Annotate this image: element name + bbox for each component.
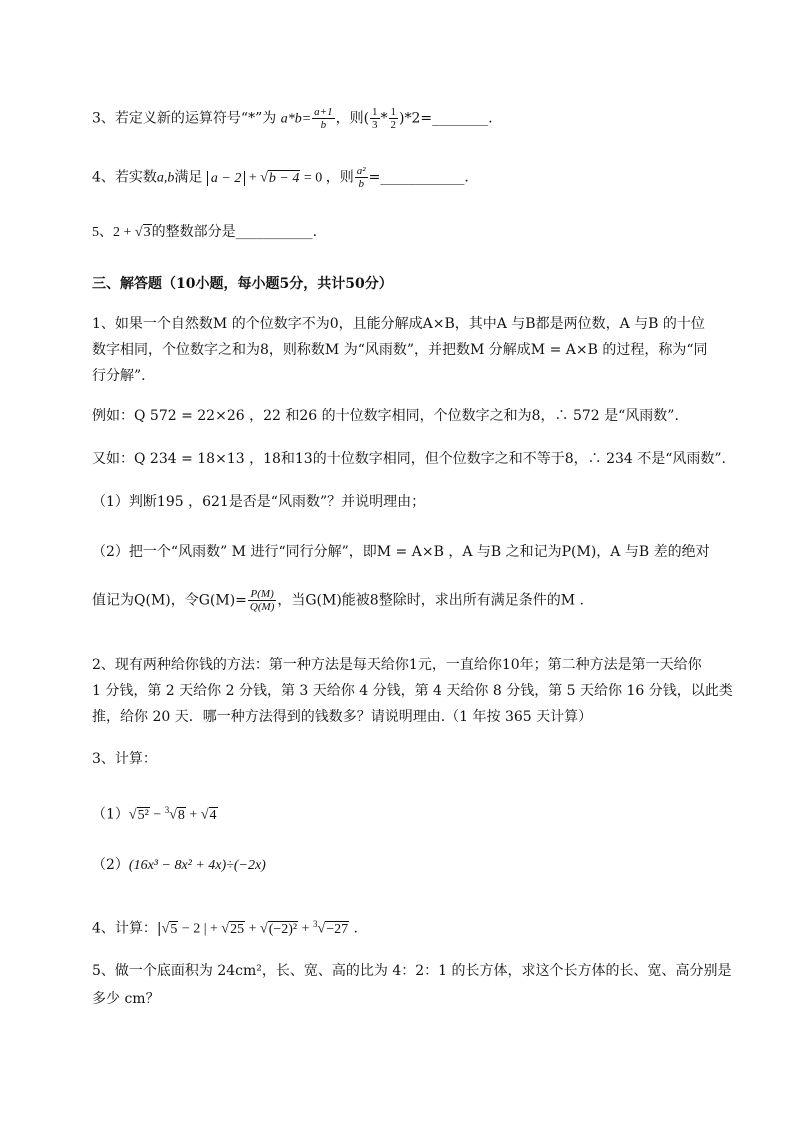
q4-equals: = 0 ，则 bbox=[300, 170, 354, 186]
p1-g-fraction bbox=[248, 588, 276, 613]
p4-sqrt-symbol-3: √ bbox=[260, 921, 268, 937]
p1-line-2: 数字相同，个位数字之和为8，则称数M 为“风雨数”，并把数M 分解成M = A×B 的过程，称为“同 bbox=[92, 342, 708, 358]
p1-g-denominator: Q(M) bbox=[249, 601, 275, 613]
p2-line-1: 2、现有两种给你钱的方法：第一种方法是每天给你1元，一直给你10年；第二种方法是第一天给你 bbox=[92, 657, 702, 673]
q4-sqrt-radicand: b − 4 bbox=[268, 170, 300, 186]
p3-title: 3、计算： bbox=[92, 751, 157, 767]
p3-cbrt-index: 3 bbox=[164, 805, 170, 815]
p3-sub-1-label: （1） bbox=[92, 806, 129, 823]
p5-line-2: 多少 cm？ bbox=[92, 991, 160, 1007]
p4-sqrt-radicand-1: 5 bbox=[170, 921, 178, 937]
p5-line-1: 5、做一个底面积为 24cm²，长、宽、高的比为 4：2：1 的长方体，求这个长方体的长、宽、高分别是 bbox=[92, 963, 732, 979]
p4-sqrt-symbol-2: √ bbox=[221, 921, 230, 937]
p1-sub-2-line-1: （2）把一个“风雨数” M 进行“同行分解”，即M = A×B ，A 与B 之和记为P(M)，A 与B 差的绝对 bbox=[92, 544, 710, 560]
q3-fraction-2 bbox=[389, 106, 399, 131]
q4-prefix: 4、若实数 bbox=[92, 169, 157, 186]
q4-mid: 满足 bbox=[174, 169, 203, 186]
q5-prefix: 5、2 + bbox=[92, 225, 135, 240]
q4-plus: + bbox=[245, 170, 261, 186]
q4-fraction bbox=[355, 165, 368, 190]
p3-sqrt-radicand-2: 4 bbox=[209, 807, 217, 823]
q3-def-lhs: a*b= bbox=[280, 111, 312, 127]
p1-line-3: 行分解”. bbox=[92, 368, 146, 384]
p1-line-1: 1、如果一个自然数M 的个位数字不为0，且能分解成A×B，其中A 与B都是两位数，A 与B 的十位 bbox=[92, 316, 705, 332]
fill-question-5 bbox=[92, 222, 317, 243]
p4-sqrt-radicand-3: (−2)² bbox=[268, 921, 298, 937]
p4-cbrt-radicand: −27 bbox=[326, 921, 349, 937]
p4-cbrt-symbol: √ bbox=[317, 921, 326, 937]
q3-def-numerator: a+1 bbox=[314, 106, 333, 118]
q3-f1-denominator: 3 bbox=[372, 119, 378, 131]
q4-abs-text: a − 2 bbox=[210, 170, 242, 186]
q3-fraction-1 bbox=[370, 106, 380, 131]
q4-sqrt-symbol: √ bbox=[260, 170, 268, 186]
p4-sqrt-radicand-2: 25 bbox=[230, 921, 245, 937]
q4-vars: a,b bbox=[156, 170, 175, 186]
p1-sub-2-text-b: ，当G(M)能被8整除时，求出所有满足条件的M . bbox=[277, 592, 584, 609]
q3-def-denominator: b bbox=[320, 119, 327, 131]
p3-cbrt-radicand: 8 bbox=[177, 807, 185, 823]
fill-question-4 bbox=[92, 165, 469, 190]
p3-sub-2 bbox=[92, 855, 266, 876]
fill-question-3 bbox=[92, 106, 493, 131]
p4-line bbox=[92, 914, 358, 940]
p1-example-2: 又如：Q 234 = 18×13 ，18和13的十位数字相同，但个位数字之和不等于8，∴ 234 不是“风雨数”. bbox=[92, 451, 727, 467]
p4-cbrt-index: 3 bbox=[313, 919, 318, 929]
p1-sub-2-text-a: 值记为Q(M)，令G(M)= bbox=[92, 592, 247, 609]
p3-plus: + bbox=[185, 807, 201, 823]
q3-f2-numerator: 1 bbox=[390, 106, 397, 118]
p4-prefix: 4、计算：| bbox=[92, 920, 162, 937]
p3-sub-2-label: （2） bbox=[92, 857, 129, 873]
q4-abs-expression bbox=[207, 171, 245, 186]
q3-def-fraction bbox=[312, 106, 334, 131]
q4-tail: =____________. bbox=[368, 169, 469, 186]
q4-frac-denominator: b bbox=[358, 178, 364, 190]
p4-part-1: − 2 | + bbox=[178, 921, 222, 937]
p1-sub-1: （1）判断195 ，621是否是“风雨数”？并说明理由； bbox=[92, 494, 426, 510]
q5-tail: 的整数部分是___________. bbox=[151, 224, 318, 240]
q3-f1-numerator: 1 bbox=[372, 106, 378, 118]
q3-f2-denominator: 2 bbox=[390, 119, 397, 131]
p3-cbrt-symbol: √ bbox=[169, 807, 177, 823]
p3-sqrt-radicand-1: 5² bbox=[137, 807, 149, 823]
section-title: 三、解答题（10小题，每小题5分，共计50分） bbox=[92, 276, 393, 292]
p1-example-1: 例如：Q 572 = 22×26 ，22 和26 的十位数字相同，个位数字之和为8，∴ 572 是“风雨数”. bbox=[92, 408, 679, 424]
q3-tail: )*2=________. bbox=[399, 110, 493, 127]
p3-sub-1 bbox=[92, 800, 218, 826]
p1-g-numerator: P(M) bbox=[248, 588, 276, 601]
q4-frac-numerator: a² bbox=[356, 165, 366, 177]
p1-sub-2-line-2 bbox=[92, 588, 584, 613]
p2-line-3: 推，给你 20 天．哪一种方法得到的钱数多？请说明理由.（1 年按 365 天计算） bbox=[92, 709, 593, 725]
p3-sqrt-symbol-2: √ bbox=[200, 807, 209, 823]
q3-mid: ，则( bbox=[335, 110, 370, 127]
p3-sqrt-symbol-1: √ bbox=[128, 807, 137, 823]
q3-prefix: 3、若定义新的运算符号“*”为 bbox=[92, 110, 277, 127]
p3-minus: − bbox=[149, 807, 165, 823]
p4-part-3: + bbox=[298, 921, 314, 937]
p4-part-2: + bbox=[245, 921, 260, 937]
p3-sub-2-expression: (16x³ − 8x² + 4x)÷(−2x) bbox=[128, 858, 266, 873]
q5-sqrt-symbol: √ bbox=[134, 225, 143, 240]
q3-star: * bbox=[380, 110, 388, 127]
p4-tail: . bbox=[349, 920, 359, 937]
p4-sqrt-symbol-1: √ bbox=[161, 921, 170, 937]
p2-line-2: 1 分钱，第 2 天给你 2 分钱，第 3 天给你 4 分钱，第 4 天给你 8 分钱，第 5 天给你 16 分钱，以此类 bbox=[92, 683, 733, 699]
q5-sqrt-radicand: 3 bbox=[143, 225, 151, 240]
